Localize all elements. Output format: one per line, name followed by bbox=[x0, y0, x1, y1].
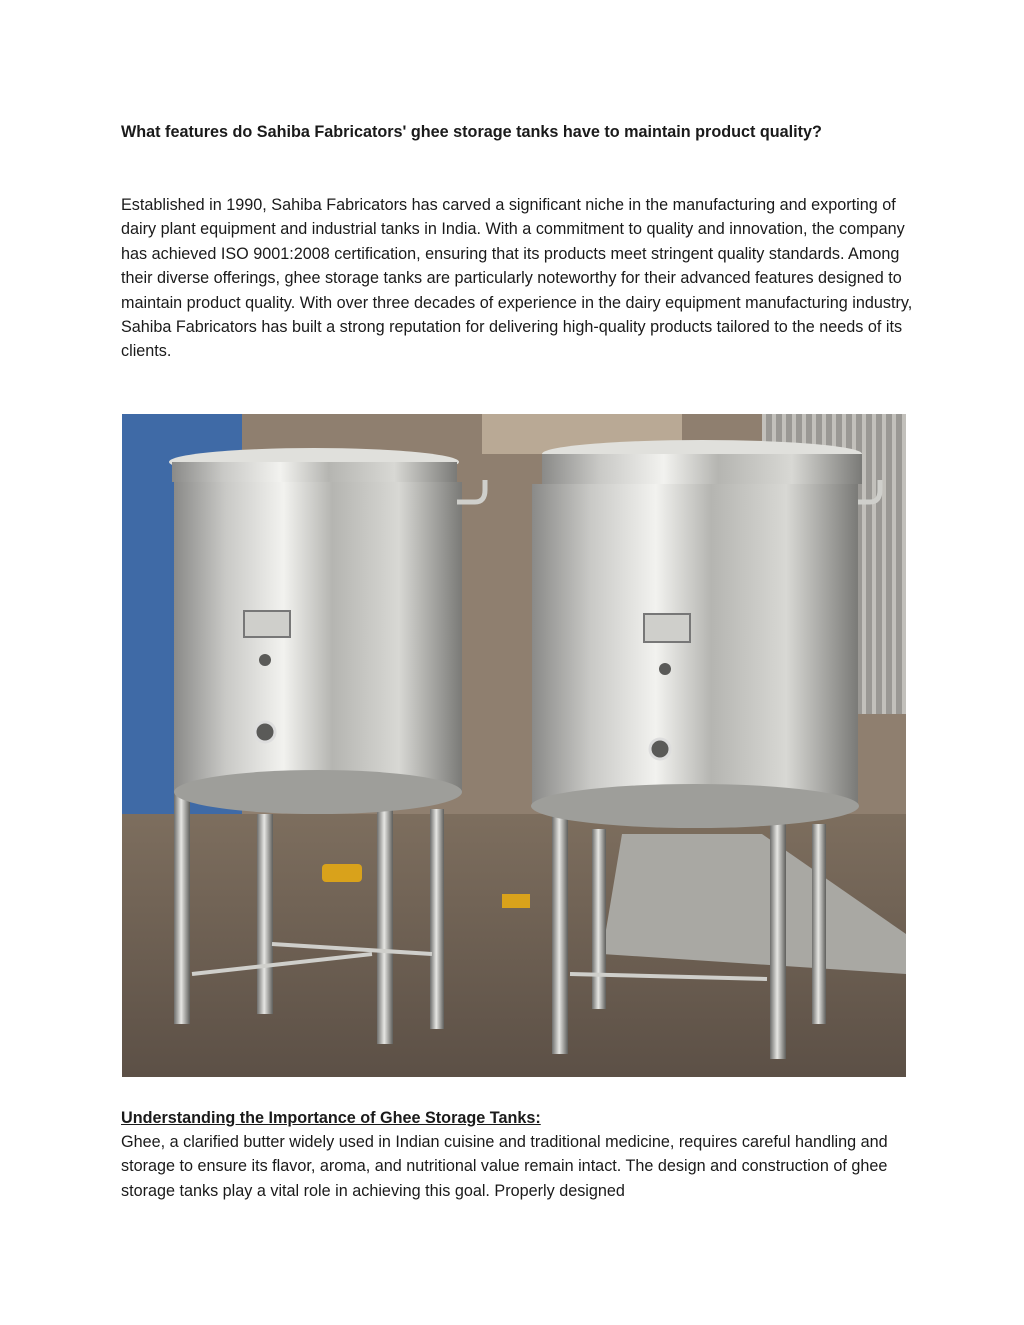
section-paragraph: Ghee, a clarified butter widely used in Indian cuisine and traditional medicine, requires careful handling and storage to ensure its flavor, aroma, and nutritional value remain intact. The design and construction of ghee storage tanks play a vital role in achieving this goal. Properly designed bbox=[121, 1133, 888, 1200]
intro-paragraph: Established in 1990, Sahiba Fabricators has carved a significant niche in the manufacturing and exporting of dairy plant equipment and industrial tanks in India. With a commitment to quality and innovation, the company has achieved ISO 9001:2008 certification, ensuring that its products meet stringent quality standards. Among their diverse offerings, ghee storage tanks are particularly noteworthy for their advanced features designed to maintain product quality. With over three decades of experience in the dairy equipment manufacturing industry, Sahiba Fabricators has built a strong reputation for delivering high-quality products tailored to the needs of its clients. bbox=[121, 196, 913, 361]
article-title: What features do Sahiba Fabricators' ghee storage tanks have to maintain product quality? bbox=[121, 123, 822, 141]
section-heading: Understanding the Importance of Ghee Storage Tanks: bbox=[121, 1109, 541, 1127]
ghee-tanks-photo bbox=[122, 414, 906, 1077]
